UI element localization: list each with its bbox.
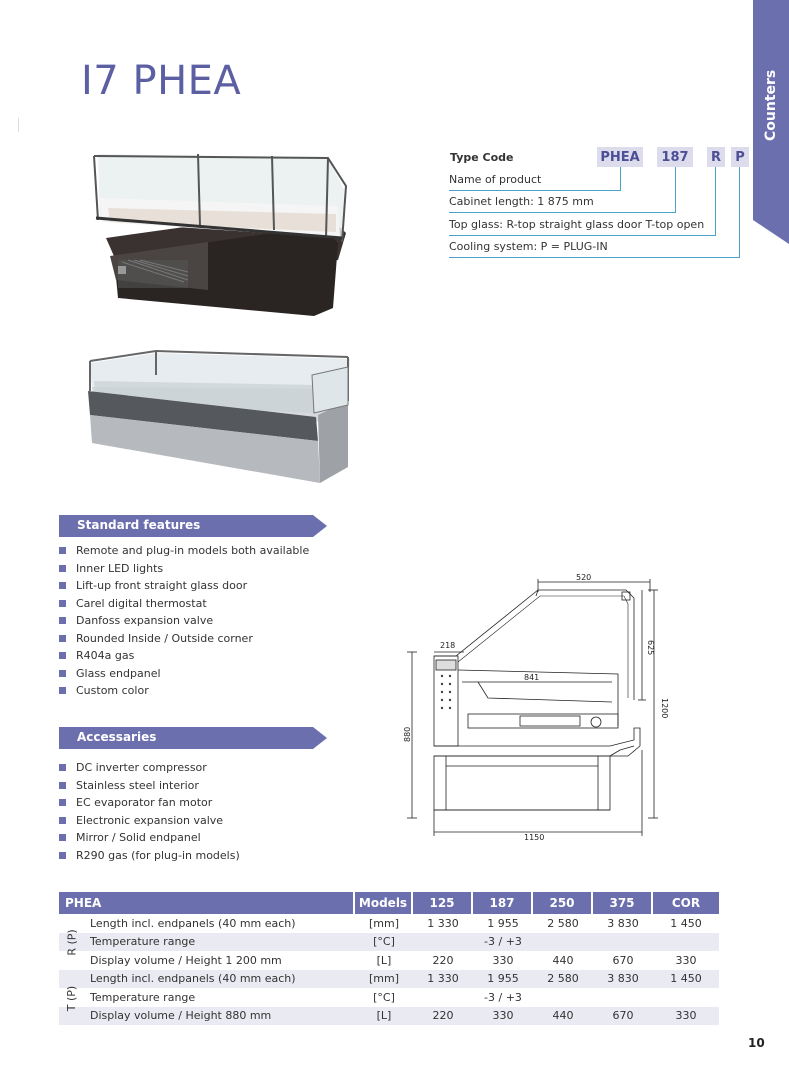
accessories-list bbox=[59, 759, 240, 864]
list-item: Carel digital thermostat bbox=[59, 595, 309, 613]
group-label-t: T (P) bbox=[65, 985, 79, 1011]
standard-features-list bbox=[59, 542, 309, 700]
type-code-row-length: Cabinet length: 1 875 mm bbox=[449, 195, 676, 213]
bullet-icon bbox=[59, 782, 66, 789]
accessories-title: Accessaries bbox=[77, 730, 157, 744]
bullet-icon bbox=[59, 565, 66, 572]
bullet-icon bbox=[59, 670, 66, 677]
type-code-length: 187 bbox=[657, 147, 693, 167]
type-code-cooling: P bbox=[731, 147, 749, 167]
margin-mark bbox=[18, 118, 19, 132]
header-375: 375 bbox=[593, 892, 653, 914]
bullet-icon bbox=[59, 600, 66, 607]
spec-table-header bbox=[59, 892, 719, 914]
dim-total-height: 1200 bbox=[660, 698, 669, 719]
bullet-icon bbox=[59, 547, 66, 554]
list-item: R290 gas (for plug-in models) bbox=[59, 847, 240, 865]
leader-line-cooling bbox=[739, 167, 740, 258]
dim-shelf-width: 218 bbox=[440, 641, 456, 650]
product-image-r-top bbox=[88, 148, 350, 316]
list-item: Remote and plug-in models both available bbox=[59, 542, 309, 560]
header-187: 187 bbox=[473, 892, 533, 914]
leader-line-product bbox=[620, 167, 621, 191]
standard-features-title: Standard features bbox=[77, 518, 201, 532]
spec-table bbox=[59, 892, 719, 1025]
bullet-icon bbox=[59, 834, 66, 841]
table-row: Display volume / Height 880 mm [L] 220 330 440 670 330 bbox=[59, 1007, 719, 1026]
list-item: Electronic expansion valve bbox=[59, 812, 240, 830]
dim-depth-inner: 841 bbox=[524, 673, 540, 682]
bullet-icon bbox=[59, 687, 66, 694]
section-tab-label: Counters bbox=[763, 69, 779, 141]
type-code-row-name: Name of product bbox=[449, 173, 621, 191]
bullet-icon bbox=[59, 817, 66, 824]
bullet-icon bbox=[59, 764, 66, 771]
type-code-row-glass: Top glass: R-top straight glass door T-top open bbox=[449, 218, 716, 236]
dim-bottom-width: 1150 bbox=[524, 833, 545, 842]
bullet-icon bbox=[59, 582, 66, 589]
list-item: Danfoss expansion valve bbox=[59, 612, 309, 630]
list-item: Custom color bbox=[59, 682, 309, 700]
header-product: PHEA bbox=[59, 892, 355, 914]
list-item: Inner LED lights bbox=[59, 560, 309, 578]
type-code-row-cooling: Cooling system: P = PLUG-IN bbox=[449, 240, 740, 258]
group-label-r: R (P) bbox=[65, 928, 79, 956]
leader-line-length bbox=[675, 167, 676, 213]
header-250: 250 bbox=[533, 892, 593, 914]
table-row: Temperature range [°C] -3 / +3 bbox=[90, 990, 522, 1004]
table-row: Length incl. endpanels (40 mm each) [mm] 1 330 1 955 2 580 3 830 1 450 bbox=[59, 970, 719, 989]
accessories-header bbox=[59, 727, 327, 749]
list-item: Stainless steel interior bbox=[59, 777, 240, 795]
list-item: R404a gas bbox=[59, 647, 309, 665]
type-code-product: PHEA bbox=[597, 147, 643, 167]
list-item: Rounded Inside / Outside corner bbox=[59, 630, 309, 648]
header-cor: COR bbox=[671, 896, 701, 910]
product-image-t-top bbox=[86, 345, 350, 483]
list-item: EC evaporator fan motor bbox=[59, 794, 240, 812]
bullet-icon bbox=[59, 799, 66, 806]
bullet-icon bbox=[59, 852, 66, 859]
dim-top-width: 520 bbox=[576, 573, 592, 582]
header-models: Models bbox=[355, 892, 413, 914]
page-number: 10 bbox=[748, 1036, 765, 1050]
table-row: Length incl. endpanels (40 mm each) [mm] 1 330 1 955 2 580 3 830 1 450 bbox=[90, 916, 702, 930]
table-row: Display volume / Height 1 200 mm [L] 220 330 440 670 330 bbox=[90, 953, 697, 967]
type-code-glass: R bbox=[707, 147, 725, 167]
dim-low-height: 880 bbox=[403, 726, 412, 742]
table-row: Temperature range [°C] -3 / +3 bbox=[59, 933, 719, 952]
dim-glass-height: 625 bbox=[646, 640, 655, 656]
bullet-icon bbox=[59, 617, 66, 624]
list-item: Glass endpanel bbox=[59, 665, 309, 683]
list-item: Mirror / Solid endpanel bbox=[59, 829, 240, 847]
standard-features-header bbox=[59, 515, 327, 537]
bullet-icon bbox=[59, 635, 66, 642]
leader-line-glass bbox=[715, 167, 716, 236]
page-title: I7 PHEA bbox=[81, 58, 242, 104]
bullet-icon bbox=[59, 652, 66, 659]
type-code-heading: Type Code bbox=[450, 151, 514, 164]
list-item: DC inverter compressor bbox=[59, 759, 240, 777]
header-125: 125 bbox=[413, 892, 473, 914]
cross-section-drawing bbox=[398, 570, 670, 842]
list-item: Lift-up front straight glass door bbox=[59, 577, 309, 595]
